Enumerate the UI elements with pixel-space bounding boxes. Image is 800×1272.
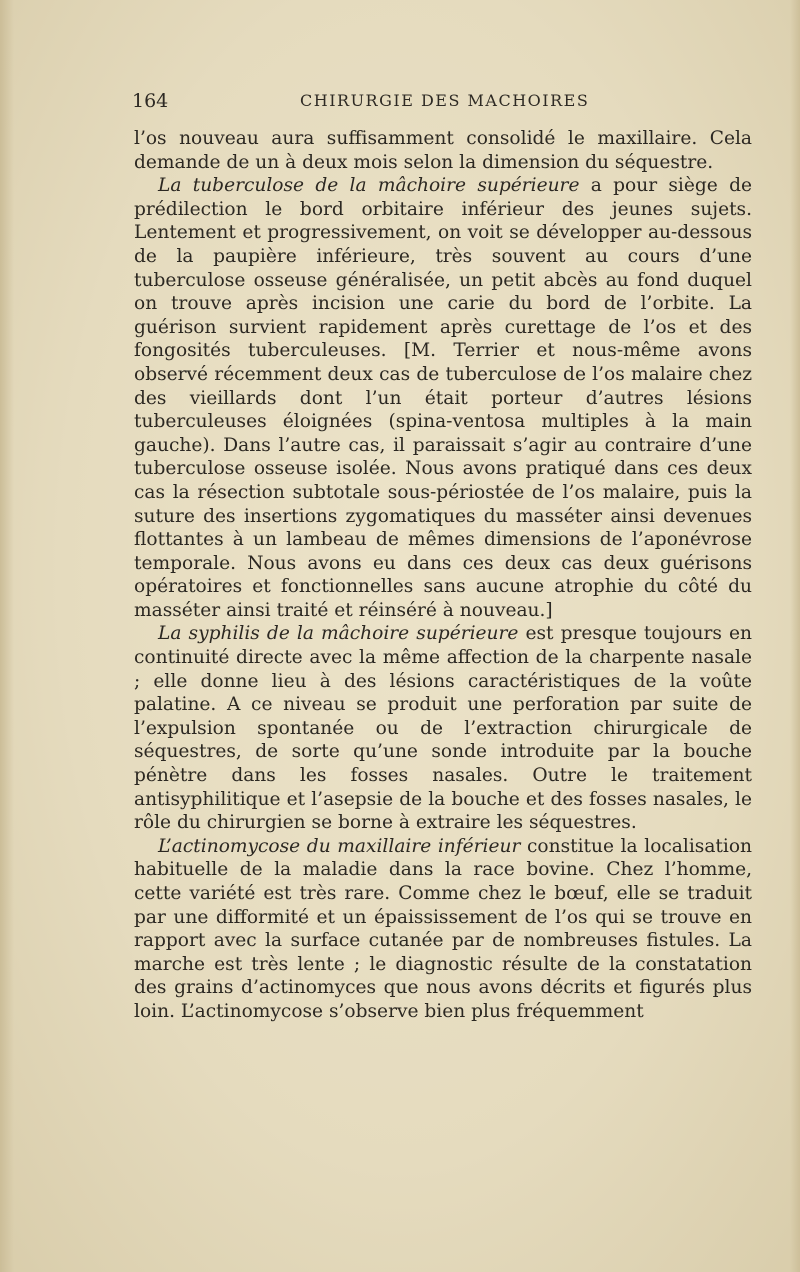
page-number: 164 (132, 90, 169, 112)
body-text (134, 127, 752, 1024)
paragraph-heading-actinomycose: L’actinomycose du maxillaire inférieur (158, 835, 521, 857)
paragraph-continuation: l’os nouveau aura suffisamment consolidé le maxillaire. Cela demande de un à deux mois selon la dimension du séquestre. (134, 128, 752, 173)
paragraph-heading-tuberculose: La tuberculose de la mâchoire supérieure (158, 175, 580, 197)
paragraph-tuberculose (134, 174, 752, 622)
page-edge-right (790, 0, 800, 1272)
paragraph-body-syphilis: est presque toujours en continuité directe avec la même affection de la charpente nasale ; elle donne lieu à des lésions caractéristiques de la voûte palatine. A ce niveau se produit une perforation par suite de l’expulsion spontanée ou de l’extraction chirurgicale de séquestres, de sorte qu’une sonde introduite par la bouche pénètre dans les fosses nasales. Outre le traitement antisyphilitique et l’asepsie de la bouche et des fosses nasales, le rôle du chirurgien se borne à extraire les séquestres. (134, 623, 752, 834)
paragraph-syphilis (134, 622, 752, 834)
page-header (132, 90, 752, 116)
paragraph-heading-syphilis: La syphilis de la mâchoire supérieure (158, 623, 519, 645)
page-edge-left (0, 0, 14, 1272)
paragraph-body-actinomycose: constitue la localisation habituelle de la maladie dans la race bovine. Chez l’homme, cette variété est très rare. Comme chez le bœuf, elle se traduit par une difformité et un épaississement de l’os qui se trouve en rapport avec la surface cutanée par de nombreuses fistules. La marche est très lente ; le diagnostic résulte de la constatation des grains d’actinomyces que nous avons décrits et figurés plus loin. L’actinomycose s’observe bien plus fréquemment (134, 835, 752, 1022)
paragraph-body-tuberculose: a pour siège de prédilection le bord orbitaire inférieur des jeunes sujets. Lentement et progressivement, on voit se développer au-dessous de la paupière inférieure, très souvent au cours d’une tuberculose osseuse généralisée, un petit abcès au fond duquel on trouve après incision une carie du bord de l’orbite. La guérison survient rapidement après curettage de l’os et des fongosités tuberculeuses. [M. Terrier et nous-même avons observé récemment deux cas de tuberculose de l’os malaire chez des vieillards dont l’un était porteur d’autres lésions tuberculeuses éloignées (spina-ventosa multiples à la main gauche). Dans l’autre cas, il paraissait s’agir au contraire d’une tuberculose osseuse isolée. Nous avons pratiqué dans ces deux cas la résection subtotale sous-périostée de l’os malaire, puis la suture des insertions zygomatiques du masséter ainsi devenues flottantes à un lambeau de mêmes dimensions de l’aponévrose temporale. Nous avons eu dans ces deux cas deux guérisons opératoires et fonctionnelles sans aucune atrophie du côté du masséter ainsi traité et réinséré à nouveau.] (134, 175, 752, 621)
running-title: CHIRURGIE DES MACHOIRES (300, 91, 590, 110)
paragraph-actinomycose (134, 835, 752, 1024)
